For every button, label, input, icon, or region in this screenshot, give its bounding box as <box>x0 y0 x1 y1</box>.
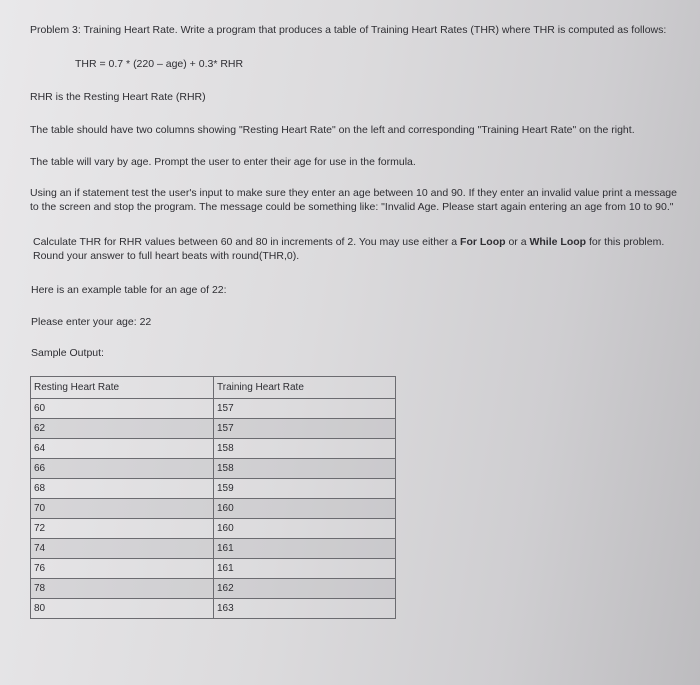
table-row <box>31 559 396 579</box>
rhr-cell: 80 <box>31 599 214 619</box>
table-row <box>31 399 396 419</box>
calc-instruction-line-1 <box>33 236 664 249</box>
header-training-heart-rate: Training Heart Rate <box>214 377 396 399</box>
rhr-cell: 68 <box>31 479 214 499</box>
problem-title: Problem 3: Training Heart Rate. Write a program that produces a table of Training Heart Rates (THR) where THR is computed as follows: <box>30 24 667 36</box>
table-row <box>31 499 396 519</box>
thr-cell: 163 <box>214 599 396 619</box>
rhr-cell: 76 <box>31 559 214 579</box>
rhr-cell: 62 <box>31 419 214 439</box>
if-instruction-line-1: Using an if statement test the user's input to make sure they enter an age between 10 and 90. If they enter an invalid value print a message <box>30 187 677 199</box>
table-row <box>31 519 396 539</box>
thr-cell: 161 <box>214 559 396 579</box>
age-instruction: The table will vary by age. Prompt the user to enter their age for use in the formula. <box>30 156 416 168</box>
calc-text-a: Calculate THR for RHR values between 60 and 80 in increments of 2. You may use either a <box>33 236 461 248</box>
table-row <box>31 579 396 599</box>
thr-cell: 159 <box>214 479 396 499</box>
for-loop-term: For Loop <box>460 236 506 248</box>
table-row <box>31 479 396 499</box>
thr-cell: 158 <box>214 459 396 479</box>
while-loop-term: While Loop <box>529 236 587 248</box>
table-row <box>31 539 396 559</box>
rhr-cell: 66 <box>31 459 214 479</box>
table-description: The table should have two columns showing "Resting Heart Rate" on the left and corresponding "Training Heart Rate" on the right. <box>30 124 635 136</box>
thr-cell: 161 <box>214 539 396 559</box>
age-prompt: Please enter your age: 22 <box>31 316 152 328</box>
calc-text-b: or a <box>505 236 530 248</box>
thr-cell: 160 <box>214 499 396 519</box>
thr-cell: 160 <box>214 519 396 539</box>
rhr-cell: 72 <box>31 519 214 539</box>
rhr-cell: 78 <box>31 579 214 599</box>
table-row <box>31 599 396 619</box>
if-instruction-line-2: to the screen and stop the program. The message could be something like: "Invalid Age. Please start again entering an age from 10 to 90." <box>30 201 674 213</box>
thr-cell: 157 <box>214 419 396 439</box>
thr-table <box>30 376 396 619</box>
rhr-cell: 60 <box>31 399 214 419</box>
table-row <box>31 419 396 439</box>
sample-output-label: Sample Output: <box>31 347 104 359</box>
table-row <box>31 439 396 459</box>
example-intro: Here is an example table for an age of 22: <box>31 284 227 296</box>
rhr-definition: RHR is the Resting Heart Rate (RHR) <box>30 91 206 103</box>
rhr-cell: 70 <box>31 499 214 519</box>
table-header-row <box>31 377 396 399</box>
table-row <box>31 459 396 479</box>
calc-text-c: for this problem. <box>586 236 665 248</box>
header-resting-heart-rate: Resting Heart Rate <box>31 377 214 399</box>
thr-cell: 158 <box>214 439 396 459</box>
thr-cell: 157 <box>214 399 396 419</box>
rhr-cell: 74 <box>31 539 214 559</box>
thr-formula: THR = 0.7 * (220 – age) + 0.3* RHR <box>75 58 244 70</box>
rhr-cell: 64 <box>31 439 214 459</box>
thr-cell: 162 <box>214 579 396 599</box>
calc-instruction-line-2: Round your answer to full heart beats with round(THR,0). <box>33 250 300 262</box>
